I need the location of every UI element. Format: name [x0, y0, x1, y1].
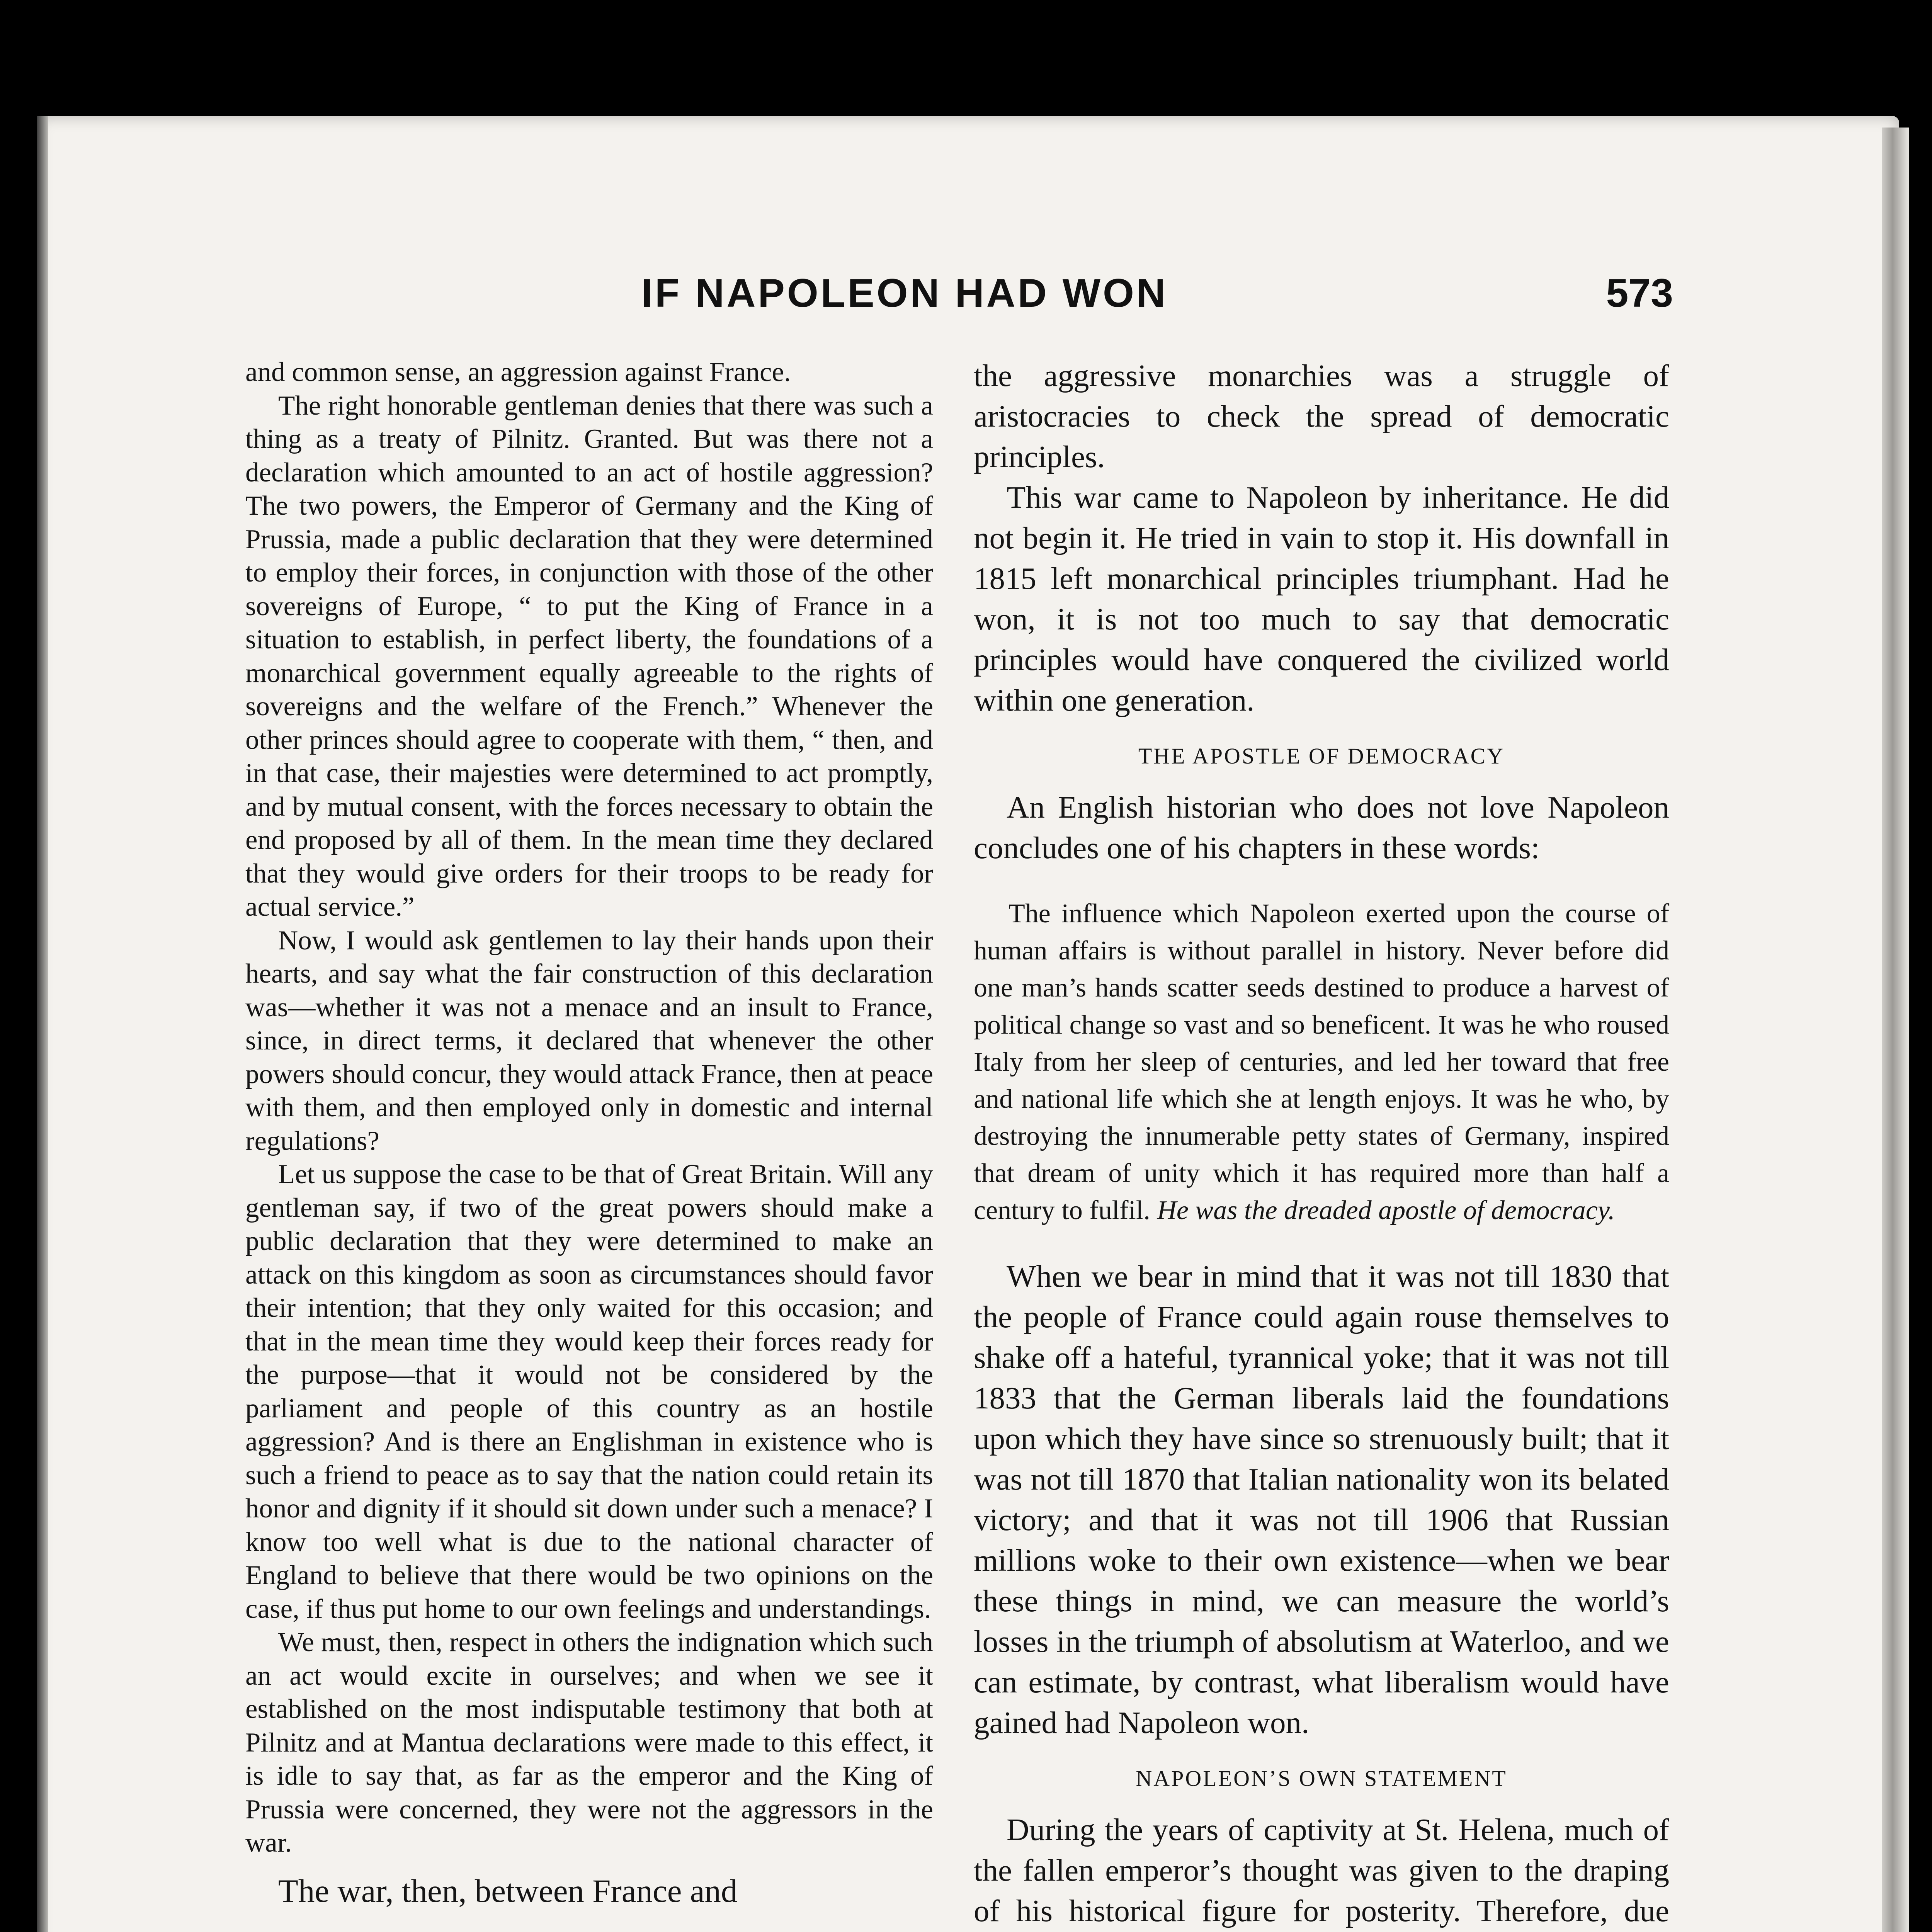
paragraph: and common sense, an aggression against France.: [245, 357, 791, 387]
paragraph: During the years of captivity at St. Helena, much of the fallen emperor’s thought was given to the draping of his historical figure for posterity. Therefore, due: [974, 1812, 1669, 1928]
paragraph: Let us suppose the case to be that of Great Britain. Will any gentleman say, if two of the great powers should make a public declaration that they were determined to make an attack on this kingdom as soon as circumstances should favor their intention; that they only waited for this occasion; and that in the mean time they would keep their forces ready for the purpose—that it would not be considered by the parliament and people of this country as an hostile aggression? And is there an Englishman in existence who is such a friend to peace as to say that the nation could retain its honor and dignity if it should sit down under such a menace? I know too well what is due to the national character of England to believe that there would be two opinions on the case, if thus put home to our own feelings and understandings.: [245, 1159, 933, 1624]
paragraph: We must, then, respect in others the indignation which such an act would excite in ourselves; and when we see it established on the most indisputable testimony that both at Pilnitz and at Mantua declarations were made to this effect, it is idle to say that, as far as the emperor and the King of Prussia were concerned, they were not the aggressors in the war.: [245, 1627, 933, 1858]
page-edge-stack: [1882, 128, 1909, 1932]
paragraph: The right honorable gentleman denies that there was such a thing as a treaty of Pilnitz. Granted. But was there not a declaration which amounted to an act of hostile aggression? The two powers, the Emperor of Germany and the King of Prussia, made a public declaration that they were determined to employ their forces, in conjunction with those of the other sovereigns of Europe, “ to put the King of France in a situation to establish, in perfect liberty, the foundations of a monarchical government equally agreeable to the rights of sovereigns and the welfare of the French.” Whenever the other princes should agree to cooperate with them, “ then, and in that case, their majesties were determined to act promptly, and by mutual consent, with the forces necessary to obtain the end proposed by all of them. In the mean time they declared that they would give orders for their troops to be ready for actual service.”: [245, 390, 933, 922]
running-head: [247, 270, 1673, 325]
paragraph: This war came to Napoleon by inheritance. He did not begin it. He tried in vain to stop it. His downfall in 1815 left monarchical principles triumphant. Had he won, it is not too much to say that democratic principles would have conquered the civilized world within one generation.: [974, 480, 1669, 718]
block-quote-paragraph: [974, 895, 1669, 1229]
block-quote-italic: He was the dreaded apostle of democracy.: [1157, 1196, 1615, 1225]
page-number: 573: [1606, 271, 1673, 316]
section-heading: NAPOLEON’S OWN STATEMENT: [1136, 1766, 1507, 1791]
paragraph: When we bear in mind that it was not till 1830 that the people of France could again rouse themselves to shake off a hateful, tyrannical yoke; that it was not till 1833 that the German liberals laid the foundations upon which they have since so strenuously built; that it was not till 1870 that Italian nationality won its belated victory; and that it was not till 1906 that Russian millions woke to their own existence—when we bear these things in mind, we can measure the world’s losses in the triumph of absolutism at Waterloo, and we can estimate, by contrast, what liberalism would have gained had Napoleon won.: [974, 1259, 1669, 1740]
section-heading: THE APOSTLE OF DEMOCRACY: [1138, 743, 1505, 769]
paragraph: The war, then, between France and: [278, 1872, 738, 1909]
right-column: [974, 355, 1669, 1932]
block-quote: [974, 895, 1669, 1229]
block-quote-text: The influence which Napoleon exerted upon the course of human affairs is without parallel in history. Never before did one man’s hands scatter seeds destined to produce a harvest of political change so vast and so beneficent. It was he who roused Italy from her sleep of centuries, and led her toward that free and national life which she at length enjoys. It was he who, by destroying the innumerable petty states of Germany, inspired that dream of unity which it has required more than half a century to fulfil.: [974, 899, 1669, 1225]
page-binding-shadow: [37, 116, 48, 1932]
paragraph: An English historian who does not love Napoleon concludes one of his chapters in these words:: [974, 790, 1669, 865]
left-column: [245, 355, 933, 1912]
paragraph: Now, I would ask gentlemen to lay their hands upon their hearts, and say what the fair construction of this declaration was—whether it was not a menace and an insult to France, since, in direct terms, it declared that whenever the other powers should concur, they would attack France, then at peace with them, and then employed only in domestic and internal regulations?: [245, 925, 933, 1156]
running-head-title: IF NAPOLEON HAD WON: [641, 271, 1168, 316]
paragraph: the aggressive monarchies was a struggle of aristocracies to check the spread of democratic principles.: [974, 358, 1669, 474]
